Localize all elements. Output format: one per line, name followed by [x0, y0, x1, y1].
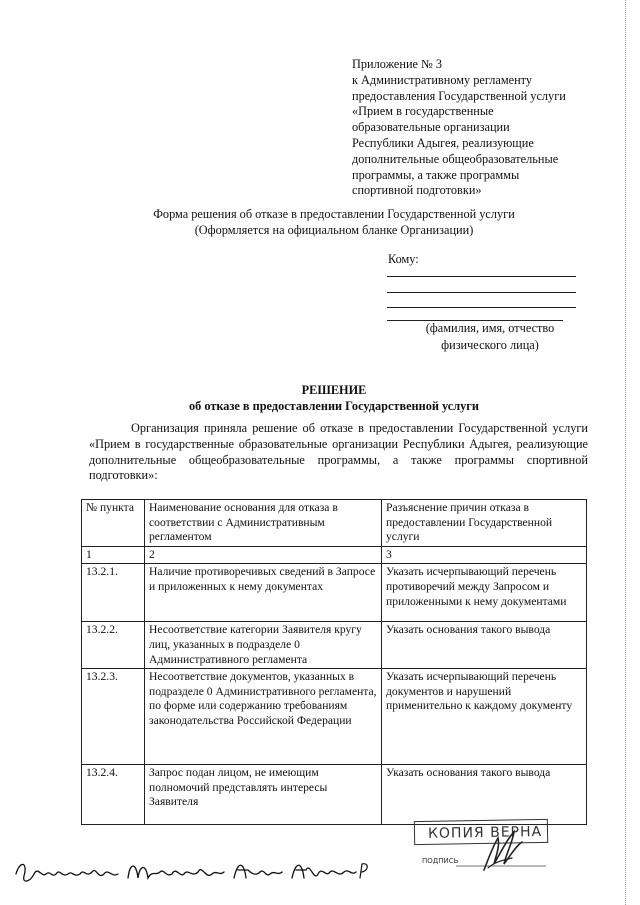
appendix-header: [352, 57, 592, 199]
table-header-cell: Наименование основания для отказа в соответствии с Административным регламентом: [145, 500, 382, 547]
recipient-note-line: физического лица): [441, 338, 539, 352]
table-cell-ground: Несоответствие категории Заявителя кругу лиц, указанных в подразделе 0 Административного регламента: [145, 622, 382, 669]
appendix-line: Приложение № 3: [352, 57, 443, 71]
table-cell-number: 13.2.3.: [82, 669, 145, 765]
table-header-cell: № пункта: [82, 500, 145, 547]
appendix-line: образовательные организации: [352, 120, 510, 135]
handwritten-signature-icon: [12, 852, 372, 892]
appendix-line: дополнительные общеобразовательные: [352, 151, 559, 166]
table-row: [82, 564, 587, 622]
appendix-line: к Административному регламенту: [352, 72, 533, 87]
appendix-line: «Прием в государственные: [352, 104, 494, 119]
stamp-signature-label: ПОДПИСЬ: [422, 857, 459, 865]
decision-subheading: об отказе в предоставлении Государственной услуги: [189, 399, 479, 413]
stamp-text: КОПИЯ ВЕРНА: [427, 823, 543, 842]
table-cell-number: 13.2.1.: [82, 564, 145, 622]
recipient-line: [387, 292, 576, 293]
table-numbering-row: [82, 546, 587, 564]
table-cell: 2: [145, 546, 382, 564]
table-cell-explanation: Указать основания такого вывода: [382, 622, 587, 669]
table-cell-explanation: Указать исчерпывающий перечень противоречий между Запросом и приложенными к нему документами: [382, 564, 587, 622]
decision-heading: РЕШЕНИЕ: [301, 383, 367, 397]
recipient-line: [387, 276, 576, 277]
table-cell: 3: [382, 546, 587, 564]
copy-certified-stamp: [414, 820, 550, 876]
table-cell-ground: Запрос подан лицом, не имеющим полномочий представлять интересы Заявителя: [145, 765, 382, 825]
recipient-note-line: (фамилия, имя, отчество: [425, 321, 555, 335]
appendix-line: Республики Адыгея, реализующие: [352, 135, 534, 150]
table-header-row: [82, 500, 587, 547]
refusal-grounds-table: [81, 499, 587, 825]
appendix-line: спортивной подготовки»: [352, 183, 482, 198]
form-title-note: (Оформляется на официальном бланке Организации): [194, 223, 474, 237]
stamp-signature-icon: [414, 820, 550, 876]
table-cell-ground: Несоответствие документов, указанных в подразделе 0 Административного регламента, по форме или содержанию требованиям законодательства Российской Федерации: [145, 669, 382, 765]
table-row: [82, 669, 587, 765]
decision-body-text: Организация приняла решение об отказе в предоставлении Государственной услуги «Прием в государственные образовательные организации Республики Адыгея, реализующие дополнительные общеобразовательные программы, а также программы спортивной подготовки»:: [89, 421, 588, 483]
table-cell-explanation: Указать основания такого вывода: [382, 765, 587, 825]
recipient-label: Кому:: [388, 252, 419, 266]
table-cell-ground: Наличие противоречивых сведений в Запросе и приложенных к нему документах: [145, 564, 382, 622]
recipient-note: [380, 320, 600, 354]
decision-title: [60, 382, 608, 414]
table-row: [82, 765, 587, 825]
form-title: [60, 206, 608, 238]
table-header-cell: Разъяснение причин отказа в предоставлении Государственной услуги: [382, 500, 587, 547]
recipient-line: [387, 307, 576, 308]
handwritten-certification: [12, 852, 372, 892]
table-cell-explanation: Указать исчерпывающий перечень документов и нарушений применительно к каждому документу: [382, 669, 587, 765]
form-title-line: Форма решения об отказе в предоставлении Государственной услуги: [153, 207, 515, 221]
appendix-line: предоставления Государственной услуги: [352, 88, 566, 103]
table-cell-number: 13.2.4.: [82, 765, 145, 825]
table-cell-number: 13.2.2.: [82, 622, 145, 669]
page-edge-line: [625, 0, 626, 905]
appendix-line: программы, а также программы: [352, 167, 520, 182]
table-row: [82, 622, 587, 669]
table-cell: 1: [82, 546, 145, 564]
